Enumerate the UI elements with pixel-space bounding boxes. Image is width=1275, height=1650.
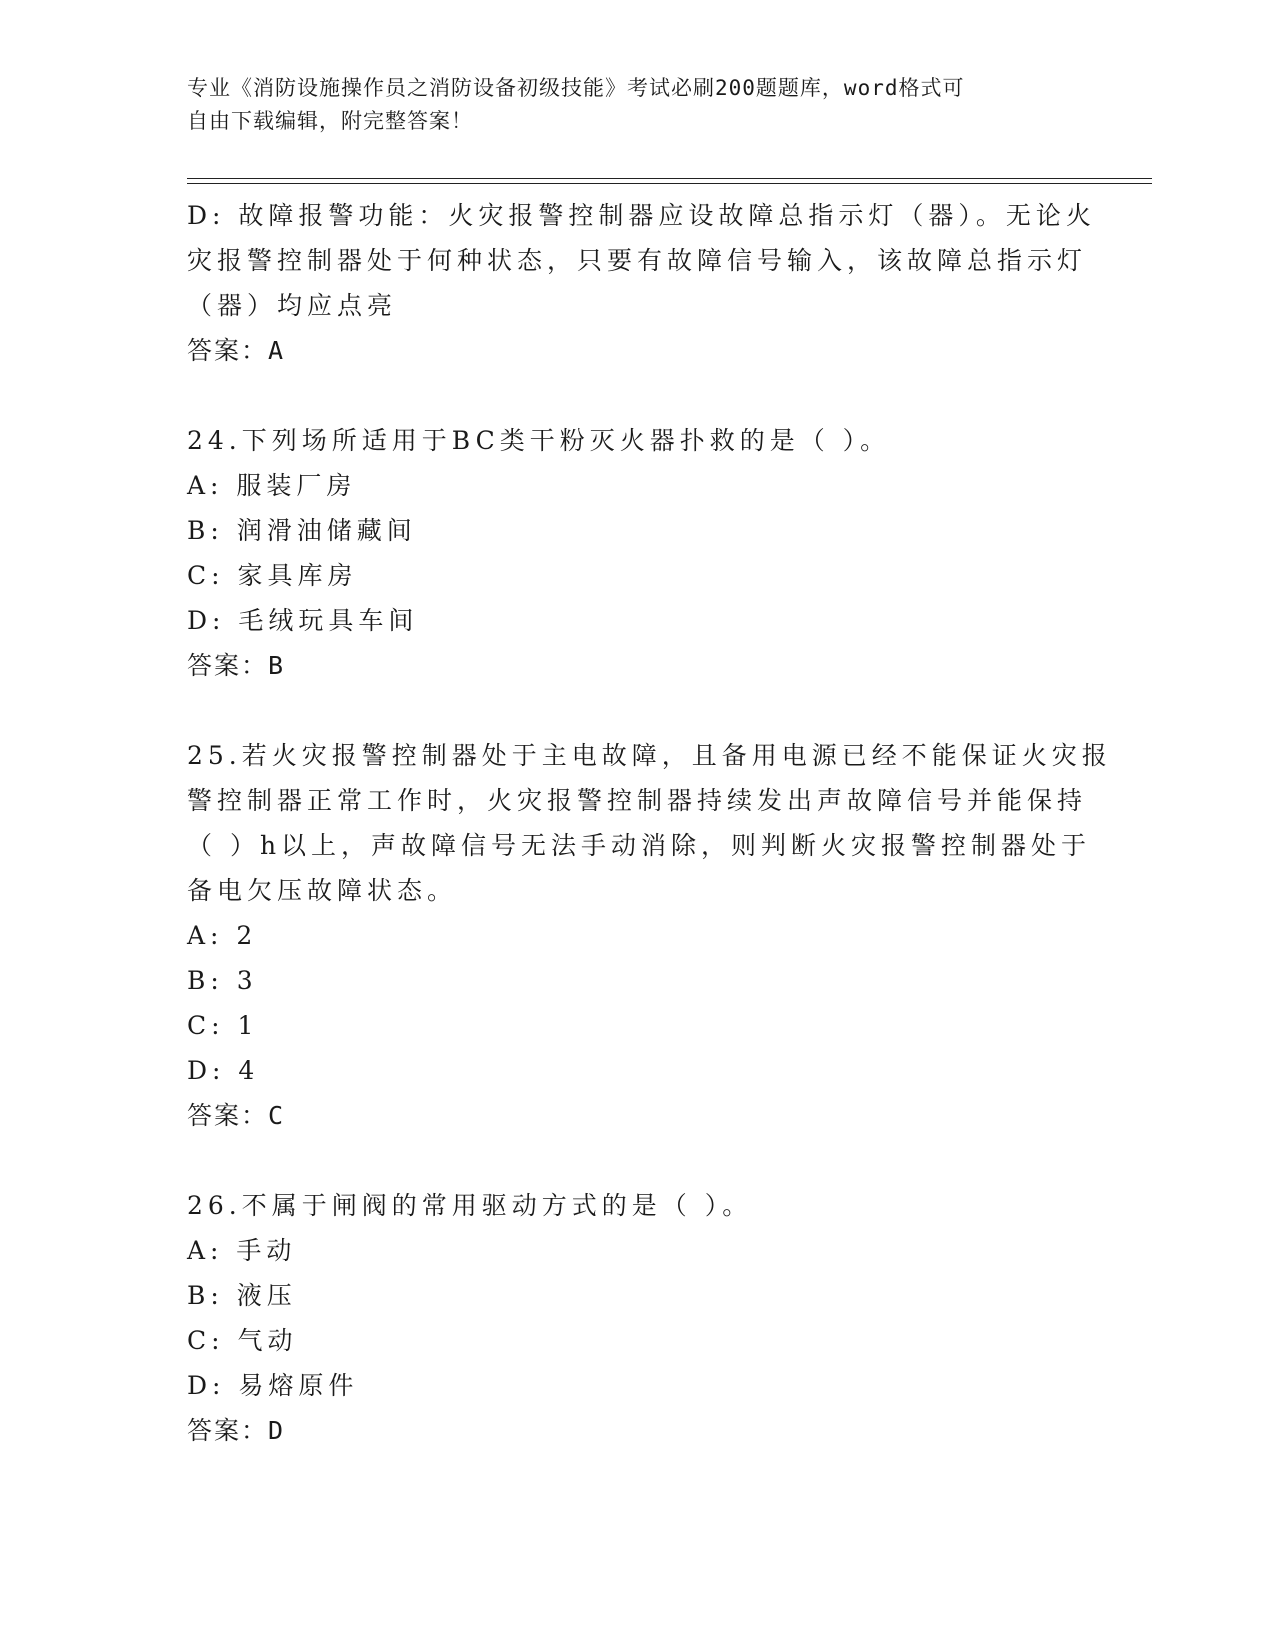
prev-question-block (187, 193, 1096, 373)
option-d-line: D: 故障报警功能：火灾报警控制器应设故障总指示灯（器）。无论火 (187, 201, 1096, 230)
question-stem: 24.下列场所适用于BC类干粉灭火器扑救的是（ ）。 (187, 426, 891, 455)
question-26 (187, 1183, 1087, 1453)
answer-line: 答案：B (187, 651, 286, 680)
option-a: A: 手动 (187, 1236, 297, 1265)
header-divider-second (187, 183, 1152, 184)
option-c: C: 家具库房 (187, 561, 358, 590)
header-divider (187, 178, 1152, 179)
option-a: A: 服装厂房 (187, 471, 357, 500)
question-stem: 26.不属于闸阀的常用驱动方式的是（ ）。 (187, 1191, 753, 1220)
question-24 (187, 418, 1087, 688)
question-25 (187, 733, 1112, 1138)
option-d: D: 易熔原件 (187, 1371, 359, 1400)
question-stem: （ ）h以上，声故障信号无法手动消除，则判断火灾报警控制器处于 (187, 831, 1092, 860)
question-stem: 备电欠压故障状态。 (187, 876, 458, 905)
question-stem: 警控制器正常工作时，火灾报警控制器持续发出声故障信号并能保持 (187, 786, 1088, 815)
option-d: D: 4 (187, 1056, 260, 1085)
option-b: B: 3 (187, 966, 258, 995)
answer-line: 答案：D (187, 1416, 286, 1445)
answer-line: 答案：C (187, 1101, 286, 1130)
question-stem: 25.若火灾报警控制器处于主电故障，且备用电源已经不能保证火灾报 (187, 741, 1112, 770)
question-content (187, 193, 1112, 1453)
option-b: B: 润滑油储藏间 (187, 516, 417, 545)
option-a: A: 2 (187, 921, 258, 950)
option-b: B: 液压 (187, 1281, 297, 1310)
answer-line: 答案：A (187, 336, 286, 365)
option-d-line: 灾报警控制器处于何种状态，只要有故障信号输入，该故障总指示灯 (187, 246, 1088, 275)
header-line-2: 自由下载编辑，附完整答案！ (187, 109, 473, 133)
option-d-line: （器）均应点亮 (187, 291, 398, 320)
option-d: D: 毛绒玩具车间 (187, 606, 419, 635)
option-c: C: 气动 (187, 1326, 298, 1355)
option-c: C: 1 (187, 1011, 259, 1040)
header-line-1: 专业《消防设施操作员之消防设备初级技能》考试必刷200题题库，word格式可 (187, 76, 965, 100)
document-header (187, 72, 1087, 138)
